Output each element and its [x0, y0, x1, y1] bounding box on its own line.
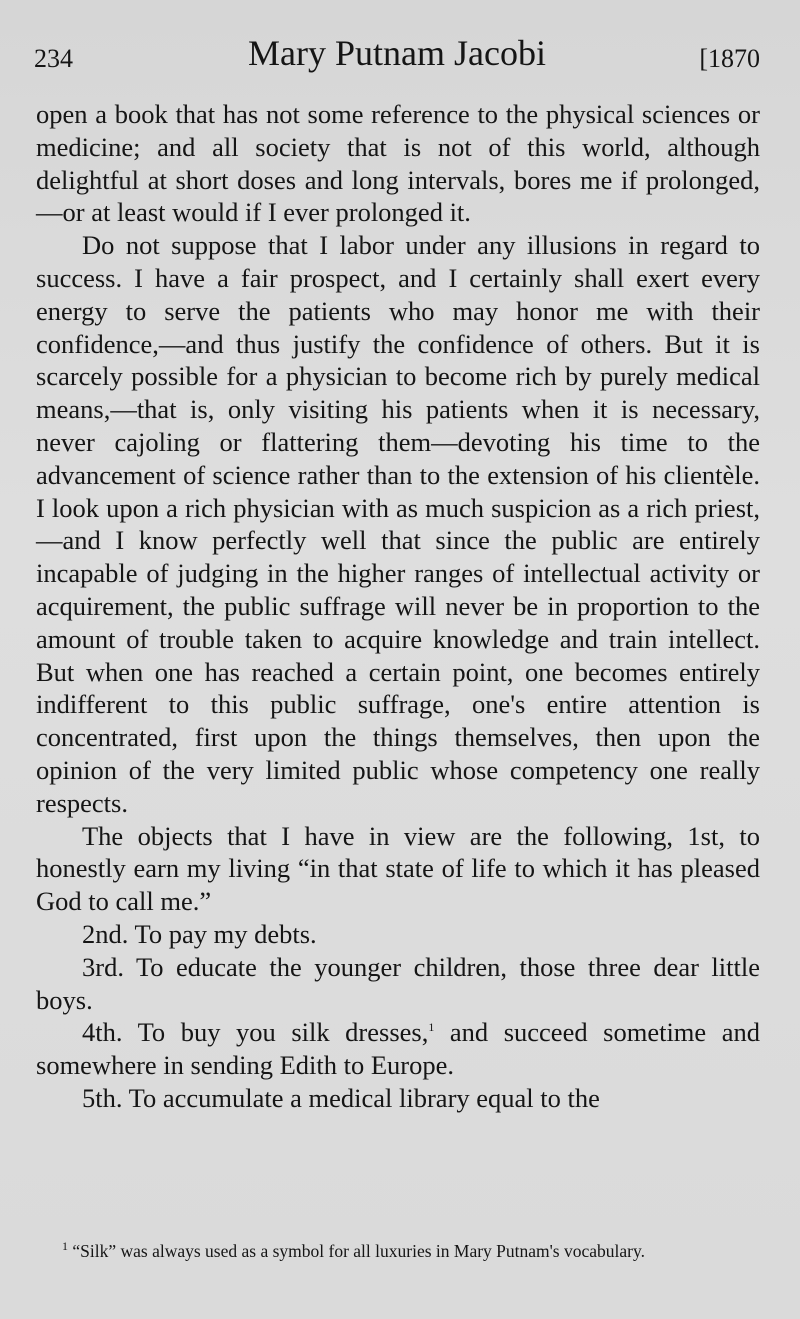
paragraph-6	[36, 1016, 760, 1082]
year-marker: [1870	[699, 44, 760, 73]
footnote-text: “Silk” was always used as a symbol for all luxuries in Mary Putnam's vocabulary.	[72, 1241, 645, 1261]
body-text	[36, 98, 760, 1115]
footnote-marker: 1	[62, 1239, 68, 1254]
page-number: 234	[34, 44, 73, 73]
paragraph-6-start: 4th. To buy you silk dresses,	[82, 1017, 429, 1048]
paragraph-1: open a book that has not some reference to the physical sciences or medicine; and all society that is not of this world, although delightful at short doses and long intervals, bores me if prolonged,—or at least would if I ever prolonged it.	[36, 99, 760, 228]
footnote-reference[interactable]: 1	[428, 1020, 435, 1035]
paragraph-7: 5th. To accumulate a medical library equal to the	[82, 1082, 600, 1113]
running-header	[34, 28, 760, 78]
running-title: Mary Putnam Jacobi	[248, 33, 546, 73]
footnote	[44, 1238, 766, 1264]
paragraph-2: Do not suppose that I labor under any illusions in regard to success. I have a fair prospect, and I certainly shall exert every energy to serve the patients who may honor me with their confidence,—and thus justify the confidence of others. But it is scarcely possible for a physician to become rich by purely medical means,—that is, only visiting his patients when it is necessary, never cajoling or flattering them—devoting his time to the advancement of science rather than to the extension of his clientèle. I look upon a rich physician with as much suspicion as a rich priest,—and I know perfectly well that since the public are entirely incapable of judging in the higher ranges of intellectual activity or acquirement, the public suffrage will never be in proportion to the amount of trouble taken to acquire knowledge and train intellect. But when one has reached a certain point, one becomes entirely indifferent to this public suffrage, one's entire attention is concentrated, first upon the things themselves, then upon the opinion of the very limited public whose competency one really respects.	[36, 230, 760, 818]
paragraph-4: 2nd. To pay my debts.	[82, 918, 317, 949]
paragraph-6-end: and succeed sometime and somewhere in sending Edith to Europe.	[36, 1017, 761, 1081]
paragraph-5: 3rd. To educate the younger children, those three dear little boys.	[36, 951, 760, 1015]
paragraph-3: The objects that I have in view are the following, 1st, to honestly earn my living “in that state of life to which it has pleased God to call me.”	[36, 820, 760, 917]
